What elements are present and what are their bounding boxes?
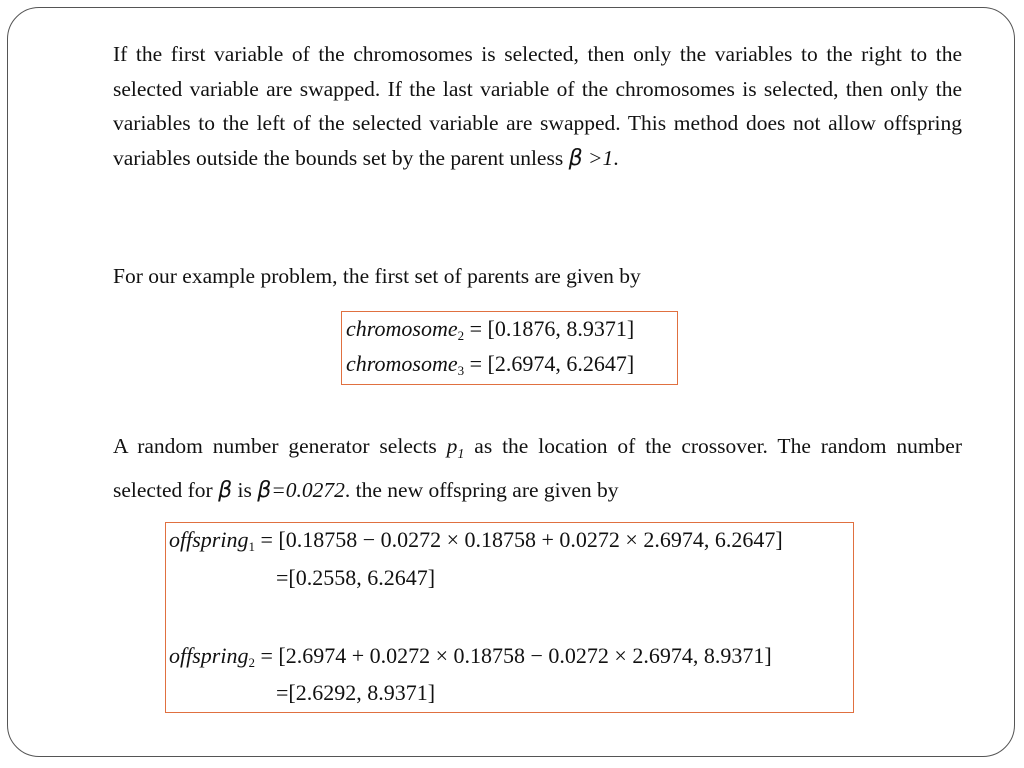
chromosome-3-subscript: 3: [457, 363, 465, 378]
offspring-1-subscript: 1: [248, 539, 255, 554]
paragraph-text: as the location of the crossover. The random number selected for: [113, 434, 962, 502]
offspring-2-expression: = [2.6974 + 0.0272 × 0.18758 − 0.0272 × 2.6974, 8.9371]: [254, 643, 772, 668]
beta-symbol: β: [218, 477, 233, 503]
offspring-1-expression: = [0.18758 − 0.0272 × 0.18758 + 0.0272 × 2.6974, 6.2647]: [254, 527, 783, 552]
chromosome-2-equation: [346, 316, 634, 344]
offspring-2-subscript: 2: [248, 655, 255, 670]
offspring-1-label: offspring: [169, 527, 249, 552]
p-subscript: 1: [457, 447, 465, 462]
offspring-equation-box: [165, 522, 854, 713]
offspring-2-label: offspring: [169, 643, 249, 668]
beta-value: =0.0272: [271, 477, 345, 502]
paragraph-crossover-rule: [113, 37, 962, 176]
chromosome-2-values: = [0.1876, 8.9371]: [464, 316, 635, 341]
p-variable: p: [446, 434, 458, 458]
beta-condition: >1: [582, 145, 614, 170]
chromosome-3-label: chromosome: [346, 351, 458, 376]
parents-equation-box: [341, 311, 678, 385]
chromosome-2-label: chromosome: [346, 316, 458, 341]
chromosome-2-subscript: 2: [457, 328, 465, 343]
paragraph-text: is: [232, 477, 258, 502]
paragraph-text: A random number generator selects: [113, 434, 447, 458]
paragraph-end: .: [613, 145, 619, 170]
offspring-2-equation: [169, 643, 772, 671]
offspring-1-equation: [169, 527, 783, 555]
paragraph-random-selection: [113, 429, 962, 508]
paragraph-text: . the new offspring are given by: [344, 477, 619, 502]
paragraph-text: If the first variable of the chromosomes is selected, then only the variables to the right to the selected variable are swapped. If the last variable of the chromosomes is selected, then only the variables to the left of the selected variable are swapped. This method does not allow offspring variables outside the bounds set by the parent unless: [113, 42, 962, 170]
beta-symbol: β: [257, 477, 272, 503]
beta-symbol: β: [568, 145, 583, 171]
chromosome-3-equation: [346, 351, 634, 379]
offspring-1-result: =[0.2558, 6.2647]: [276, 565, 436, 590]
paragraph-parents-intro: For our example problem, the first set of parents are given by: [113, 264, 641, 288]
chromosome-3-values: = [2.6974, 6.2647]: [464, 351, 635, 376]
offspring-2-result: =[2.6292, 8.9371]: [276, 680, 436, 705]
